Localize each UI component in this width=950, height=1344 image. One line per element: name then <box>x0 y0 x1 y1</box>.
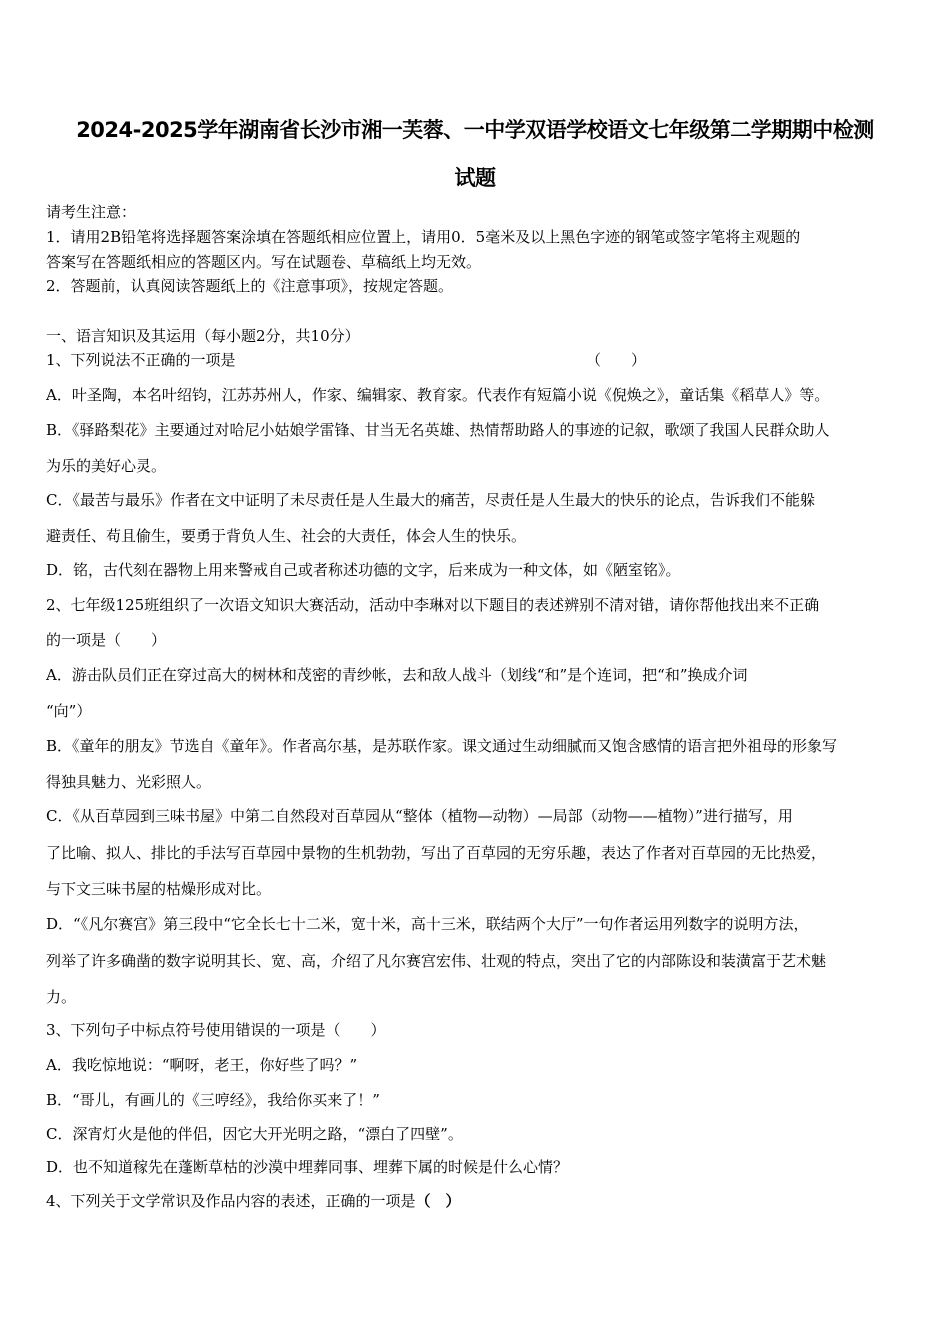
q2-stem: 2、七年级125班组织了一次语文知识大赛活动，活动中李琳对以下题目的表述辨别不清对错，请你帮他找出来不正确 <box>46 596 820 614</box>
q1-option-b: B．《驿路梨花》主要通过对哈尼小姑娘学雷锋、甘当无名英雄、热情帮助路人的事迹的记叙，歌颂了我国人民群众助人 <box>46 421 830 439</box>
q3-option-a: A．我吃惊地说：“啊呀，老王，你好些了吗？” <box>46 1056 358 1074</box>
q4-stem-row <box>46 1191 461 1211</box>
q1-stem-row <box>46 350 906 370</box>
q2-option-d-cont: 列举了许多确凿的数字说明其长、宽、高，介绍了凡尔赛宫宏伟、壮观的特点，突出了它的内部陈设和装潢富于艺术魅 <box>46 952 827 970</box>
q2-option-b-cont: 得独具魅力、光彩照人。 <box>46 773 212 791</box>
q1-answer-paren: （ ） <box>586 351 647 369</box>
q1-option-d: D．铭，古代刻在器物上用来警戒自己或者称述功德的文字，后来成为一种文体，如《陋室铭》。 <box>46 561 681 579</box>
q2-option-a-cont: “向”） <box>46 702 92 720</box>
q4-stem: 4、下列关于文学常识及作品内容的表述，正确的一项是 <box>46 1192 416 1210</box>
q2-option-a: A．游击队员们正在穿过高大的树林和茂密的青纱帐，去和敌人战斗（划线“和”是个连词，把“和”换成介词 <box>46 666 748 684</box>
q1-stem: 1、下列说法不正确的一项是 <box>46 351 236 369</box>
q1-option-c: C．《最苦与最乐》作者在文中证明了未尽责任是人生最大的痛苦，尽责任是人生最大的快乐的论点，告诉我们不能躲 <box>46 491 815 509</box>
exam-title-line2: 试题 <box>454 166 496 190</box>
notice-item-1-cont: 答案写在答题纸相应的答题区内。写在试题卷、草稿纸上均无效。 <box>46 253 482 271</box>
notice-item-2: 2．答题前，认真阅读答题纸上的《注意事项》，按规定答题。 <box>46 277 454 295</box>
q3-option-c: C．深宵灯火是他的伴侣，因它大开光明之路，“漂白了四壁”。 <box>46 1125 463 1143</box>
q3-option-d: D．也不知道稼先在蓬断草枯的沙漠中埋葬同事、埋葬下属的时候是什么心情？ <box>46 1158 569 1176</box>
q2-option-c: C．《从百草园到三味书屋》中第二自然段对百草园从“整体（植物—动物）—局部（动物——植物）”进行描写，用 <box>46 807 793 825</box>
q2-option-c-cont: 了比喻、拟人、排比的手法写百草园中景物的生机勃勃，写出了百草园的无穷乐趣，表达了作者对百草园的无比热爱， <box>46 844 827 862</box>
exam-title-line1: 2024-2025学年湖南省长沙市湘一芙蓉、一中学双语学校语文七年级第二学期期中检测 <box>76 118 874 142</box>
notice-item-1: 1．请用2B铅笔将选择题答案涂填在答题纸相应位置上，请用0．5毫米及以上黑色字迹的钢笔或签字笔将主观题的 <box>46 228 801 246</box>
q2-stem-cont: 的一项是（ ） <box>46 631 167 649</box>
q2-option-d-cont2: 力。 <box>46 988 77 1006</box>
q4-answer-paren: （ ） <box>415 1192 461 1210</box>
notice-heading: 请考生注意： <box>46 203 137 221</box>
q2-option-b: B．《童年的朋友》节选自《童年》。作者高尔基，是苏联作家。课文通过生动细腻而又饱含感情的语言把外祖母的形象写 <box>46 737 838 755</box>
q3-option-b: B．“哥儿，有画儿的《三哼经》，我给你买来了！” <box>46 1091 380 1109</box>
q3-stem: 3、下列句子中标点符号使用错误的一项是（ ） <box>46 1021 386 1039</box>
q2-option-c-cont2: 与下文三味书屋的枯燥形成对比。 <box>46 880 272 898</box>
q1-option-a: A．叶圣陶，本名叶绍钧，江苏苏州人，作家、编辑家、教育家。代表作有短篇小说《倪焕之》，童话集《稻草人》等。 <box>46 386 830 404</box>
section-1-heading: 一、语言知识及其运用（每小题2分，共10分） <box>46 327 360 345</box>
q2-option-d: D．“《凡尔赛宫》第三段中“它全长七十二米，宽十米，高十三米，联结两个大厅”一句作者运用列数字的说明方法， <box>46 915 809 933</box>
q1-option-b-cont: 为乐的美好心灵。 <box>46 457 167 475</box>
q1-option-c-cont: 避责任、苟且偷生，要勇于背负人生、社会的大责任，体会人生的快乐。 <box>46 527 527 545</box>
